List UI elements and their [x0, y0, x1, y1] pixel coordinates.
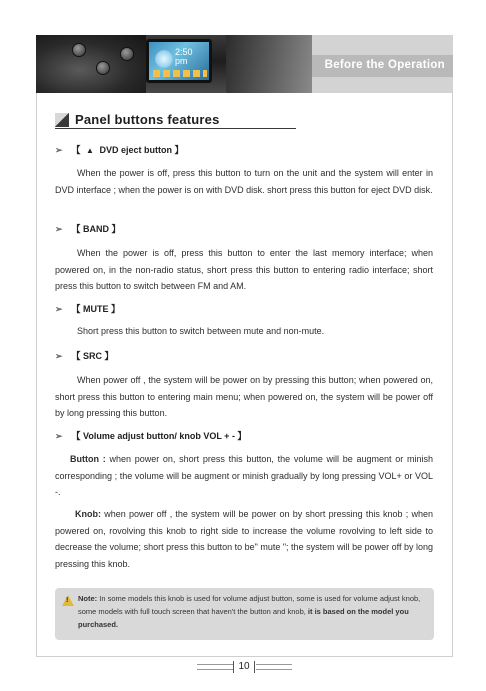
item-description-src: When power off , the system will be power on by pressing this button; when powered on, short press this button to entering main menu; when powered on, the system will be power off by long pressing this button.	[55, 375, 433, 418]
item-label: DVD eject button	[99, 145, 172, 155]
header-band	[312, 35, 453, 93]
note-emphasis: it is based on the model you purchased.	[78, 607, 409, 629]
dashboard-knob-icon	[120, 47, 134, 61]
pointer-arrow-icon: ➢	[55, 304, 63, 314]
item-label: 【 SRC 】	[71, 351, 114, 361]
page-footer	[0, 661, 486, 675]
header-dashboard-photo	[36, 35, 312, 93]
screen-period: pm	[175, 56, 188, 66]
section-marker-icon	[55, 113, 69, 127]
note-body: In some models this knob is used for volume adjust button, some is used for volume adjust knob, some models with full touch screen that haven't the button and knob,	[78, 594, 421, 616]
item-description-mute: Short press this button to switch between mute and non-mute.	[77, 326, 325, 336]
item-close-bracket: 】	[174, 145, 184, 155]
item-heading-band	[55, 222, 121, 236]
item-description-volume-knob	[55, 506, 433, 572]
knob-label: Knob:	[75, 509, 101, 519]
footer-rule-right	[256, 664, 292, 670]
item-description-volume-button	[55, 451, 433, 501]
item-description-band: When the power is off, press this button to enter the last memory interface; when powered on, in the non-radio status, short press this button to entering radio interface; short press this button to switch between FM and AM.	[55, 248, 433, 291]
item-heading-mute	[55, 302, 120, 316]
item-heading-dvd-eject	[55, 143, 184, 157]
head-unit-screen	[146, 39, 212, 83]
pointer-arrow-icon: ➢	[55, 145, 63, 155]
section-title: Panel buttons features	[75, 112, 220, 127]
item-label: 【 BAND 】	[71, 224, 121, 234]
note-label: Note:	[78, 594, 98, 603]
footer-rule-left	[197, 664, 233, 670]
screen-clock	[175, 48, 193, 66]
item-heading-src	[55, 349, 114, 363]
screen-time: 2:50	[175, 47, 193, 57]
button-label: Button :	[70, 454, 106, 464]
header-section-title: Before the Operation	[324, 59, 445, 71]
dashboard-knob-icon	[96, 61, 110, 75]
knob-text: when power off , the system will be power on by short pressing this knob ; when powered on, rovolving this knob to right side to increase the volume rovolving to left side to decrease the volume; short press this button to be" mute "; the system will be power off by long pressing this knob.	[55, 509, 433, 569]
item-description-dvd-eject: When the power is off, press this button to turn on the unit and the system will enter in DVD interface ; when the power is on with DVD disk. short press this button for eject DVD disk.	[55, 168, 433, 195]
section-heading	[55, 112, 296, 129]
page-header	[36, 35, 453, 93]
item-heading-volume	[55, 429, 246, 443]
warning-glyph: !	[66, 597, 69, 604]
dashboard-right-panel	[226, 35, 312, 93]
item-label: 【 Volume adjust button/ knob VOL + - 】	[71, 431, 247, 441]
eject-icon: ▲	[86, 146, 94, 155]
note-box	[55, 588, 434, 640]
page-number: 10	[233, 661, 255, 673]
item-label: 【 MUTE 】	[71, 304, 121, 314]
dashboard-left-panel	[36, 35, 146, 93]
pointer-arrow-icon: ➢	[55, 224, 63, 234]
note-text	[78, 592, 428, 631]
clock-dial-icon	[155, 50, 173, 68]
warning-icon	[62, 595, 74, 606]
screen-app-icons	[153, 70, 207, 77]
pointer-arrow-icon: ➢	[55, 351, 63, 361]
item-open-bracket: 【	[71, 145, 81, 155]
button-text: when power on, short press this button, the volume will be augment or minish corresponding ; the volume will be augment or minish gradually by long pressing VOL+ or VOL -.	[55, 454, 433, 497]
dashboard-knob-icon	[72, 43, 86, 57]
pointer-arrow-icon: ➢	[55, 431, 63, 441]
